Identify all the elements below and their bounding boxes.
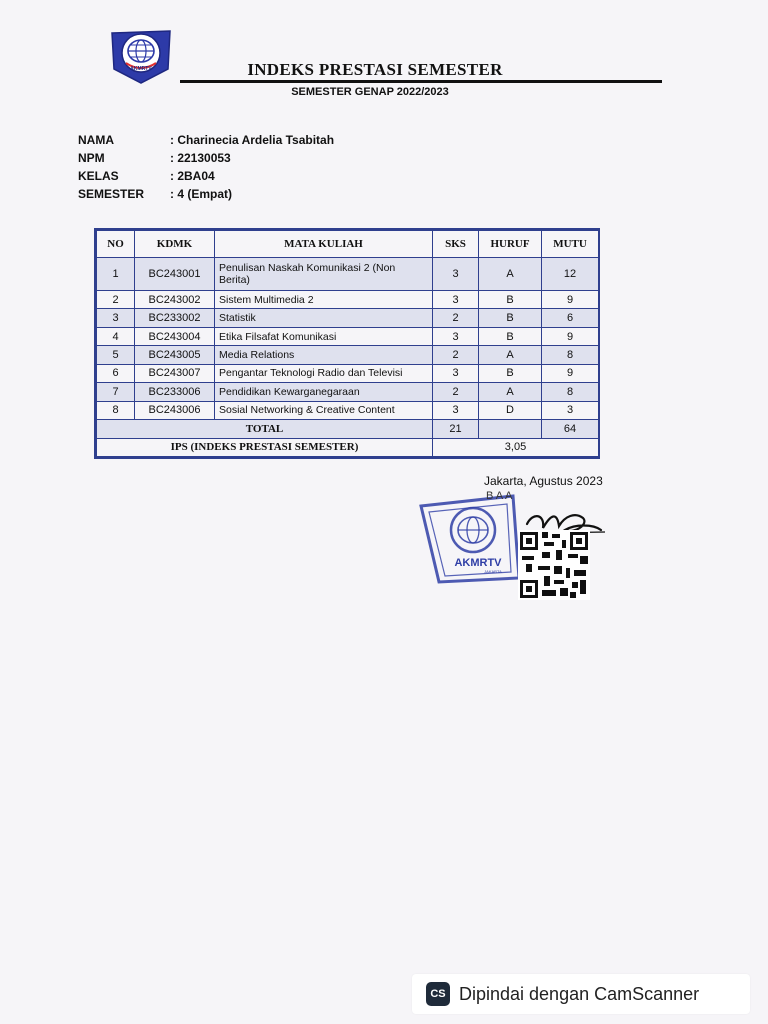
cell-sks: 3 [433, 291, 479, 309]
total-label: TOTAL [97, 420, 433, 438]
cell-sks: 2 [433, 383, 479, 401]
camscanner-watermark [412, 974, 750, 1014]
cell-huruf: B [479, 291, 542, 309]
info-row-semester [78, 185, 334, 203]
cell-mutu: 9 [542, 291, 599, 309]
cell-huruf: B [479, 364, 542, 382]
table-row [97, 309, 599, 327]
cell-huruf: A [479, 346, 542, 364]
table-header-row [97, 231, 599, 258]
signature-place-date: Jakarta, Agustus 2023 [484, 474, 603, 488]
grade-table [96, 230, 599, 457]
cell-kdmk: BC243001 [135, 258, 215, 291]
cell-no: 7 [97, 383, 135, 401]
cell-no: 4 [97, 327, 135, 345]
akmrtv-logo [106, 23, 176, 85]
cell-kdmk: BC243002 [135, 291, 215, 309]
total-sks: 21 [433, 420, 479, 438]
stamp-city: JAKARTA [484, 569, 502, 574]
table-row [97, 364, 599, 382]
cell-mutu: 6 [542, 309, 599, 327]
cell-mata-kuliah: Sosial Networking & Creative Content [215, 401, 433, 419]
cell-mata-kuliah: Pendidikan Kewarganegaraan [215, 383, 433, 401]
document-title: INDEKS PRESTASI SEMESTER [247, 60, 503, 79]
total-empty-cell [479, 420, 542, 438]
cell-no: 2 [97, 291, 135, 309]
table-row [97, 346, 599, 364]
cell-sks: 3 [433, 401, 479, 419]
cell-no: 8 [97, 401, 135, 419]
info-value: : 22130053 [170, 151, 231, 165]
info-value: : 2BA04 [170, 169, 215, 183]
cell-mutu: 9 [542, 364, 599, 382]
grade-table-container [94, 228, 600, 459]
student-info [78, 131, 334, 203]
cell-kdmk: BC243007 [135, 364, 215, 382]
cell-huruf: B [479, 327, 542, 345]
cell-sks: 3 [433, 258, 479, 291]
cell-kdmk: BC243004 [135, 327, 215, 345]
camscanner-logo-icon: CS [426, 982, 450, 1006]
cell-no: 3 [97, 309, 135, 327]
logo-text: AKMRTV [130, 66, 152, 72]
cell-kdmk: BC233002 [135, 309, 215, 327]
table-row [97, 401, 599, 419]
cell-huruf: A [479, 258, 542, 291]
camscanner-text: Dipindai dengan CamScanner [459, 983, 700, 1004]
cell-huruf: D [479, 401, 542, 419]
cell-mata-kuliah: Sistem Multimedia 2 [215, 291, 433, 309]
header-kdmk: KDMK [135, 231, 215, 258]
header-mutu: MUTU [542, 231, 599, 258]
cell-no: 5 [97, 346, 135, 364]
cell-mata-kuliah: Penulisan Naskah Komunikasi 2 (Non Berita) [215, 258, 433, 291]
info-row-nama [78, 131, 334, 149]
cell-mata-kuliah: Etika Filsafat Komunikasi [215, 327, 433, 345]
info-value: : 4 (Empat) [170, 187, 233, 201]
ips-row [97, 438, 599, 457]
cell-huruf: A [479, 383, 542, 401]
info-label: NAMA [78, 133, 114, 147]
cell-sks: 3 [433, 364, 479, 382]
title-rule [180, 80, 662, 83]
cell-mata-kuliah: Media Relations [215, 346, 433, 364]
cell-no: 1 [97, 258, 135, 291]
cell-huruf: B [479, 309, 542, 327]
cell-mata-kuliah: Statistik [215, 309, 433, 327]
header-huruf: HURUF [479, 231, 542, 258]
cell-sks: 3 [433, 327, 479, 345]
cell-no: 6 [97, 364, 135, 382]
cell-kdmk: BC233006 [135, 383, 215, 401]
info-row-npm [78, 149, 334, 167]
cell-kdmk: BC243005 [135, 346, 215, 364]
table-row [97, 258, 599, 291]
header-no: NO [97, 231, 135, 258]
cell-mata-kuliah: Pengantar Teknologi Radio dan Televisi [215, 364, 433, 382]
table-row [97, 291, 599, 309]
stamp-text: AKMRTV [454, 557, 502, 569]
qr-code [518, 530, 590, 600]
table-row [97, 327, 599, 345]
document-subtitle: SEMESTER GENAP 2022/2023 [291, 86, 449, 98]
signature-office: B A A [486, 490, 513, 502]
cell-mutu: 12 [542, 258, 599, 291]
ips-value: 3,05 [433, 438, 599, 457]
cell-sks: 2 [433, 346, 479, 364]
header-mata-kuliah: MATA KULIAH [215, 231, 433, 258]
info-label: KELAS [78, 169, 119, 183]
cell-mutu: 8 [542, 383, 599, 401]
ips-label: IPS (INDEKS PRESTASI SEMESTER) [97, 438, 433, 457]
cell-sks: 2 [433, 309, 479, 327]
table-row [97, 383, 599, 401]
info-label: NPM [78, 151, 105, 165]
total-row [97, 420, 599, 438]
header-sks: SKS [433, 231, 479, 258]
info-row-kelas [78, 167, 334, 185]
cell-kdmk: BC243006 [135, 401, 215, 419]
cell-mutu: 8 [542, 346, 599, 364]
info-value: : Charinecia Ardelia Tsabitah [170, 133, 335, 147]
cell-mutu: 3 [542, 401, 599, 419]
info-label: SEMESTER [78, 187, 145, 201]
cell-mutu: 9 [542, 327, 599, 345]
total-mutu: 64 [542, 420, 599, 438]
